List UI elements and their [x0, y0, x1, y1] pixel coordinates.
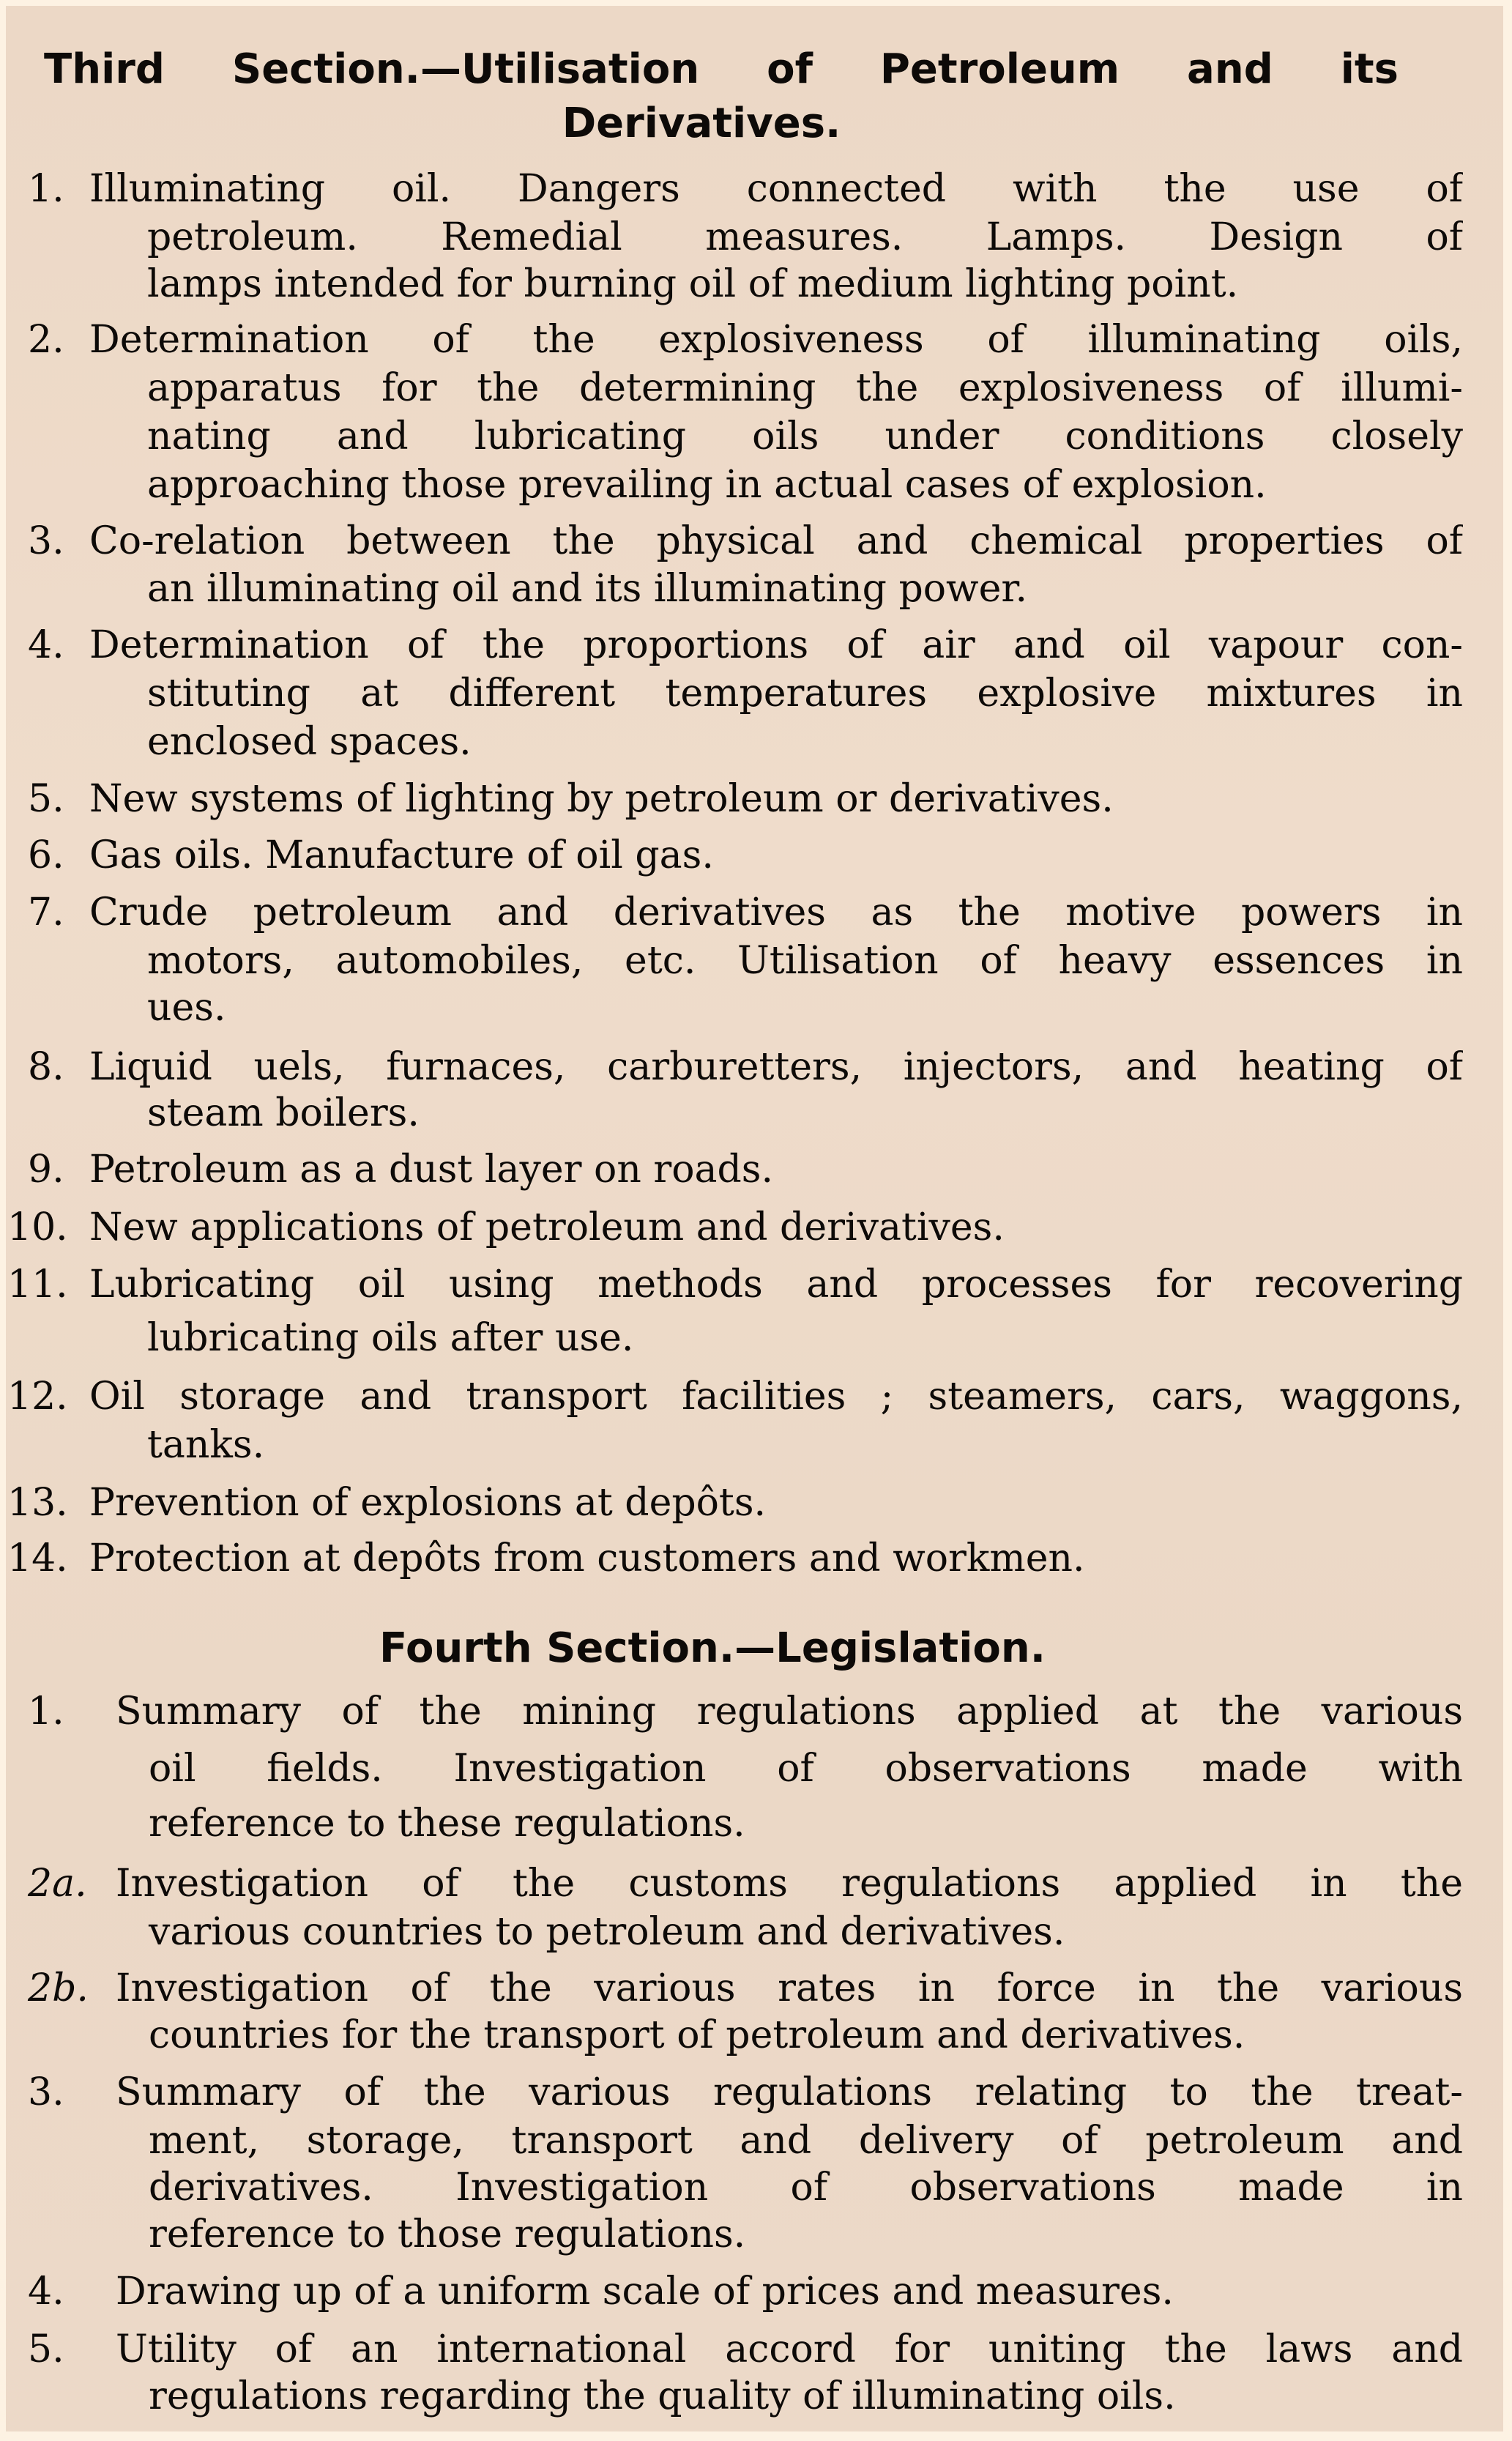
list-item-continuation: motors, automobiles, etc. Utilisation of heavy essences in — [147, 939, 1463, 983]
item-number: 5. — [28, 777, 64, 821]
list-item-continuation: apparatus for the determining the explosiveness of illumi- — [147, 366, 1463, 410]
item-number: 6. — [28, 833, 64, 877]
item-number: 2b. — [28, 1966, 89, 2010]
item-number: 7. — [28, 891, 64, 935]
list-item-text: New applications of petroleum and derivatives. — [89, 1205, 1005, 1249]
list-item-text: Prevention of explosions at depôts. — [89, 1481, 767, 1525]
list-item-text: Summary of the various regulations relating to the treat- — [116, 2070, 1463, 2114]
list-item-text: Co-relation between the physical and chemical properties of — [89, 519, 1463, 563]
list-item-text: Determination of the proportions of air and oil vapour con- — [89, 623, 1463, 667]
list-item-text: Lubricating oil using methods and processes for recovering — [89, 1263, 1463, 1307]
list-item-continuation: oil fields. Investigation of observations made with — [149, 1747, 1463, 1791]
list-item-continuation: reference to those regulations. — [149, 2212, 746, 2256]
list-item-continuation: various countries to petroleum and derivatives. — [149, 1910, 1065, 1954]
list-item-text: Utility of an international accord for uniting the laws and — [116, 2327, 1463, 2371]
item-number: 9. — [28, 1148, 64, 1192]
list-item-continuation: stituting at different temperatures explosive mixtures in — [147, 672, 1463, 716]
list-item-continuation: ment, storage, transport and delivery of petroleum and — [149, 2119, 1463, 2163]
list-item-text: Liquid uels, furnaces, carburetters, injectors, and heating of — [89, 1045, 1463, 1089]
item-number: 11. — [7, 1263, 68, 1307]
list-item-text: Protection at depôts from customers and workmen. — [89, 1537, 1085, 1580]
item-number: 2a. — [28, 1862, 87, 1906]
list-item-text: New systems of lighting by petroleum or derivatives. — [89, 777, 1114, 821]
list-item-text: Gas oils. Manufacture of oil gas. — [89, 833, 714, 877]
list-item-text: Drawing up of a uniform scale of prices and measures. — [116, 2270, 1174, 2314]
list-item-text: Illuminating oil. Dangers connected with the use of — [89, 167, 1463, 211]
item-number: 8. — [28, 1045, 64, 1089]
list-item-continuation: lubricating oils after use. — [147, 1316, 634, 1360]
list-item-continuation: derivatives. Investigation of observations made in — [149, 2166, 1463, 2210]
item-number: 3. — [28, 2070, 64, 2114]
item-number: 1. — [28, 1690, 64, 1734]
list-item-continuation: ues. — [147, 986, 226, 1030]
list-item-continuation: approaching those prevailing in actual cases of explosion. — [147, 463, 1267, 507]
item-number: 4. — [28, 623, 64, 667]
list-item-continuation: tanks. — [147, 1423, 265, 1467]
list-item-continuation: an illuminating oil and its illuminating power. — [147, 567, 1028, 611]
item-number: 5. — [28, 2327, 64, 2371]
third-section-heading-continued: Derivatives. — [562, 100, 841, 147]
list-item-text: Determination of the explosiveness of illuminating oils, — [89, 318, 1463, 362]
list-item-text: Investigation of the various rates in force in the various — [116, 1966, 1463, 2010]
list-item-continuation: enclosed spaces. — [147, 720, 472, 764]
list-item-continuation: regulations regarding the quality of illuminating oils. — [149, 2374, 1176, 2418]
list-item-continuation: steam boilers. — [147, 1091, 420, 1135]
list-item-continuation: countries for the transport of petroleum and derivatives. — [149, 2013, 1245, 2057]
item-number: 4. — [28, 2270, 64, 2314]
list-item-continuation: lamps intended for burning oil of medium lighting point. — [147, 262, 1239, 306]
list-item-text: Petroleum as a dust layer on roads. — [89, 1148, 774, 1192]
item-number: 1. — [28, 167, 64, 211]
item-number: 14. — [7, 1537, 68, 1580]
list-item-continuation: nating and lubricating oils under conditions closely — [147, 415, 1463, 458]
list-item-text: Oil storage and transport facilities ; steamers, cars, waggons, — [89, 1375, 1463, 1419]
item-number: 13. — [7, 1481, 68, 1525]
fourth-section-heading: Fourth Section.—Legislation. — [379, 1624, 1046, 1672]
item-number: 10. — [7, 1205, 68, 1249]
list-item-text: Investigation of the customs regulations applied in the — [116, 1862, 1463, 1906]
list-item-continuation: petroleum. Remedial measures. Lamps. Design of — [147, 215, 1463, 259]
list-item-continuation: reference to these regulations. — [149, 1802, 745, 1846]
list-item-text: Summary of the mining regulations applied at the various — [116, 1690, 1463, 1734]
list-item-text: Crude petroleum and derivatives as the motive powers in — [89, 891, 1463, 935]
third-section-heading: Third Section.—Utilisation of Petroleum and its — [44, 45, 1399, 93]
item-number: 12. — [7, 1375, 68, 1419]
item-number: 2. — [28, 318, 64, 362]
item-number: 3. — [28, 519, 64, 563]
document-page — [6, 6, 1503, 2431]
